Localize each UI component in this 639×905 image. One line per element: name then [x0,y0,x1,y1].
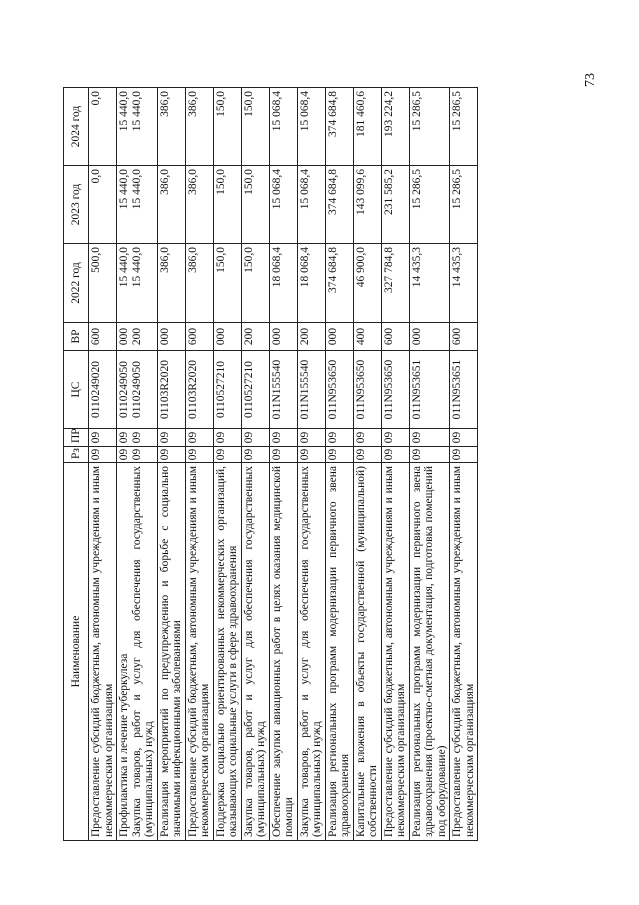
cell-name: Предоставление субсидий бюджетным, автономным учреждениям и иным некоммерческим организациям [381,463,409,841]
cell-pr: 09 [297,429,325,447]
cell-cs: 011N953650 [325,351,353,429]
table-row [213,88,241,841]
cell-name: Реализация региональных программ модернизации первичного звена здравоохранения (проектно-сметная документация, подготовка помещений под оборудование) [409,463,450,841]
cell-vr: 000 [118,327,130,346]
cell-rz-group [117,447,158,463]
cell-vr: 200 [130,327,143,346]
cell-vr: 200 [297,323,325,351]
cell-rz: 09 [450,447,478,463]
cell-name: Закупка товаров, работ и услуг для обеспечения государственных (муниципальных) нужд [130,466,155,837]
cell-pr: 09 [213,429,241,447]
cell-2022: 14 435,3 [409,244,450,323]
cell-name: Предоставление субсидий бюджетным, автономным учреждениям и иным некоммерческим организациям [185,463,213,841]
cell-cs: 0110249050 [118,360,130,419]
cell-2024: 15 286,5 [409,88,450,166]
header-vr: ВР [64,323,89,351]
cell-2022: 18 068,4 [269,244,297,323]
cell-2022: 374 684,8 [325,244,353,323]
table-row [409,88,450,841]
cell-pr: 09 [325,429,353,447]
header-2024: 2024 год [64,88,89,166]
header-cs: ЦС [64,351,89,429]
cell-cs: 0110527210 [241,351,269,429]
cell-2023: 15 286,5 [450,166,478,244]
cell-name: Закупка товаров, работ и услуг для обеспечения государственных (муниципальных) нужд [297,463,325,841]
cell-cs: 011N953651 [450,351,478,429]
cell-rz: 09 [297,447,325,463]
table-header-row [64,88,89,841]
cell-2024: 193 224,2 [381,88,409,166]
table-body [89,88,478,841]
cell-vr: 200 [241,323,269,351]
cell-vr: 400 [353,323,381,351]
cell-2024: 374 684,8 [325,88,353,166]
cell-vr: 000 [213,323,241,351]
cell-name: Капитальные вложения в объекты государственной (муниципальной) собственности [353,463,381,841]
cell-2023: 143 099,6 [353,166,381,244]
cell-cs: 011N953651 [409,351,450,429]
cell-vr: 000 [269,323,297,351]
cell-2024: 15 068,4 [269,88,297,166]
cell-2023: 231 585,2 [381,166,409,244]
cell-vr-group [117,323,158,351]
table-row [297,88,325,841]
cell-vr: 600 [450,323,478,351]
cell-name-group [117,463,158,841]
cell-2023: 15 440,0 [118,169,130,210]
cell-2023: 15 068,4 [269,166,297,244]
cell-vr: 600 [381,323,409,351]
header-2022: 2022 год [64,244,89,323]
cell-2023: 15 440,0 [130,169,143,210]
cell-pr: 09 [409,429,450,447]
cell-2024: 386,0 [157,88,185,166]
cell-pr: 09 [118,431,130,444]
cell-2024: 150,0 [241,88,269,166]
cell-name: Реализация мероприятий по предупреждению и борьбе с социально значимыми инфекционными заболеваниями [157,463,185,841]
cell-2024: 15 440,0 [130,91,143,132]
cell-2022: 46 900,0 [353,244,381,323]
cell-pr: 09 [241,429,269,447]
cell-pr: 09 [89,429,117,447]
cell-pr: 09 [269,429,297,447]
cell-2023: 0,0 [89,166,117,244]
cell-rz: 09 [118,448,130,461]
table-row [89,88,117,841]
table-row [325,88,353,841]
cell-2023: 374 684,8 [325,166,353,244]
cell-cs: 01103R2020 [157,351,185,429]
header-2023: 2023 год [64,166,89,244]
cell-2022-group [117,244,158,323]
cell-2024: 15 068,4 [297,88,325,166]
cell-2023: 15 286,5 [409,166,450,244]
cell-pr: 09 [353,429,381,447]
cell-2022: 14 435,3 [450,244,478,323]
cell-2024: 0,0 [89,88,117,166]
cell-cs: 0110527210 [213,351,241,429]
cell-2022: 150,0 [241,244,269,323]
cell-name: Реализация региональных программ модернизации первичного звена здравоохранения [325,463,353,841]
header-pr: ПР [64,429,89,447]
cell-rz: 09 [381,447,409,463]
cell-rz: 09 [130,448,143,461]
table-row [450,88,478,841]
cell-cs-group [117,351,158,429]
cell-2024-group [117,88,158,166]
cell-2022: 150,0 [213,244,241,323]
page-number: 73 [583,73,598,87]
cell-cs: 0110249020 [89,351,117,429]
cell-2022: 386,0 [185,244,213,323]
cell-2023-group [117,166,158,244]
cell-pr: 09 [157,429,185,447]
cell-2024: 15 440,0 [118,91,130,132]
cell-2024: 15 286,5 [450,88,478,166]
cell-2023: 386,0 [157,166,185,244]
cell-name: Обеспечение закупки авиационных работ в целях оказания медицинской помощи [269,463,297,841]
cell-2022: 386,0 [157,244,185,323]
cell-2023: 150,0 [241,166,269,244]
cell-pr: 09 [185,429,213,447]
cell-rz: 09 [409,447,450,463]
cell-cs: 01103R2020 [185,351,213,429]
cell-2024: 150,0 [213,88,241,166]
cell-2022: 500,0 [89,244,117,323]
cell-rz: 09 [185,447,213,463]
cell-cs: 011N953650 [353,351,381,429]
cell-vr: 600 [89,323,117,351]
table-row [157,88,185,841]
table-row [241,88,269,841]
cell-2022: 18 068,4 [297,244,325,323]
cell-2022: 15 440,0 [130,247,143,288]
cell-cs: 011N953650 [381,351,409,429]
cell-cs: 0110249050 [130,360,143,419]
table-row [269,88,297,841]
header-rz: Рз [64,447,89,463]
cell-2022: 15 440,0 [118,247,130,288]
cell-name: Профилактика и лечение туберкулеза [118,653,130,837]
cell-name: Закупка товаров, работ и услуг для обеспечения государственных (муниципальных) нужд [241,463,269,841]
table-row [185,88,213,841]
rotated-budget-table [63,88,574,841]
cell-vr: 000 [409,323,450,351]
table-row [381,88,409,841]
cell-pr-group [117,429,158,447]
cell-vr: 600 [185,323,213,351]
cell-2023: 15 068,4 [297,166,325,244]
cell-2022: 327 784,8 [381,244,409,323]
cell-rz: 09 [157,447,185,463]
cell-name: Предоставление субсидий бюджетным, автономным учреждениям и иным некоммерческим организациям [89,463,117,841]
cell-pr: 09 [130,431,143,444]
cell-rz: 09 [353,447,381,463]
table-row-group [117,88,158,841]
cell-2024: 386,0 [185,88,213,166]
cell-cs: 011N155540 [297,351,325,429]
cell-name: Предоставление субсидий бюджетным, автономным учреждениям и иным некоммерческим организациям [450,463,478,841]
cell-vr: 000 [325,323,353,351]
cell-2023: 386,0 [185,166,213,244]
cell-2023: 150,0 [213,166,241,244]
cell-pr: 09 [450,429,478,447]
header-name: Наименование [64,463,89,841]
cell-cs: 011N155540 [269,351,297,429]
cell-vr: 000 [157,323,185,351]
cell-rz: 09 [213,447,241,463]
table-row [353,88,381,841]
cell-2024: 181 460,6 [353,88,381,166]
cell-rz: 09 [241,447,269,463]
cell-pr: 09 [381,429,409,447]
cell-name: Поддержка социально ориентированных некоммерческих организаций, оказывающих социальные услуги в сфере здравоохранения [213,463,241,841]
cell-rz: 09 [325,447,353,463]
cell-rz: 09 [89,447,117,463]
cell-rz: 09 [269,447,297,463]
budget-table [63,87,478,841]
